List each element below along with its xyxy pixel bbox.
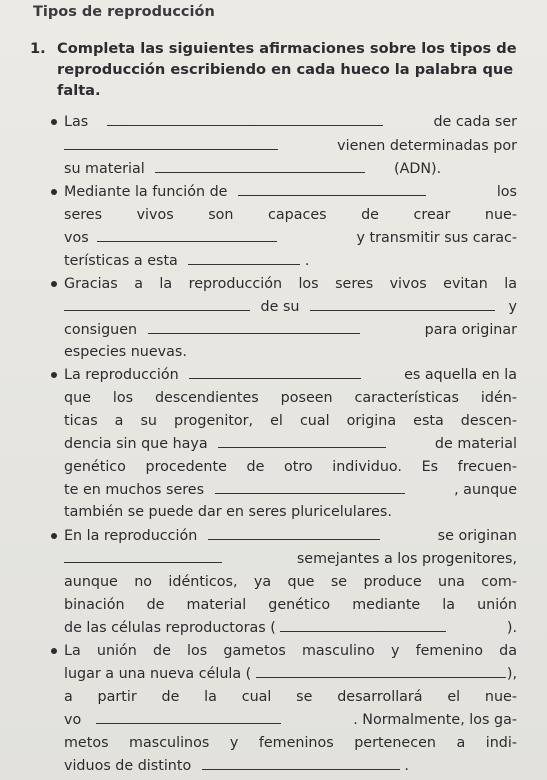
answer-blank[interactable] <box>148 320 360 334</box>
sentence-line: vo . Normalmente, los ga- <box>64 712 517 728</box>
sentence-line: consiguen para originar <box>64 322 517 338</box>
answer-blank[interactable] <box>280 618 446 632</box>
sentence-line: Las de cada ser <box>64 114 517 130</box>
answer-blank[interactable] <box>97 228 277 242</box>
bullet <box>51 281 57 287</box>
sentence-line: La reproducción es aquella en la <box>64 367 517 383</box>
sentence-line: especies nuevas. <box>64 344 187 360</box>
section-title: Tipos de reproducción <box>33 4 215 20</box>
sentence-line: semejantes a los progenitores, <box>64 549 517 570</box>
sentence-line: aunque no idénticos, ya que se produce una com- <box>64 574 517 590</box>
answer-blank[interactable] <box>218 434 386 448</box>
exercise-text: Completa las siguientes afirmaciones sobre los tipos de reproducción escribiendo en cada hueco la palabra que falta. <box>57 40 517 99</box>
answer-blank[interactable] <box>238 182 426 196</box>
sentence-line: que los descendientes poseen características idén- <box>64 390 517 406</box>
sentence-line: su material (ADN). <box>64 161 442 177</box>
sentence-line: seres vivos son capaces de crear nue- <box>64 207 517 223</box>
sentence-line: Gracias a la reproducción los seres vivos evitan la <box>64 276 517 292</box>
sentence-line: metos masculinos y femeninos pertenecen a indi- <box>64 735 517 751</box>
answer-blank[interactable] <box>155 159 365 173</box>
sentence-line: genético procedente de otro individuo. Es frecuen- <box>64 459 517 475</box>
answer-blank[interactable] <box>202 756 400 770</box>
sentence-line: dencia sin que haya de material <box>64 436 517 452</box>
answer-blank[interactable] <box>256 664 506 678</box>
bullet <box>51 648 57 654</box>
sentence-line: La unión de los gametos masculino y femenino da <box>64 643 517 659</box>
answer-blank[interactable] <box>64 297 250 311</box>
sentence-line: a partir de la cual se desarrollará el nue- <box>64 689 517 705</box>
sentence-line: binación de material genético mediante la unión <box>64 597 517 613</box>
bullet <box>51 119 57 125</box>
answer-blank[interactable] <box>189 365 361 379</box>
answer-blank[interactable] <box>215 480 405 494</box>
sentence-line: terísticas a esta . <box>64 253 310 269</box>
sentence-line: viduos de distinto . <box>64 758 409 774</box>
sentence-line: En la reproducción se originan <box>64 528 517 544</box>
sentence-line: vienen determinadas por <box>64 136 517 157</box>
sentence-line: Mediante la función de los <box>64 184 517 200</box>
sentence-line: lugar a una nueva célula ( ), <box>64 666 517 682</box>
exercise-number: 1. <box>30 40 46 57</box>
sentence-line: de las células reproductoras ( ). <box>64 620 517 636</box>
sentence-line: vos y transmitir sus carac- <box>64 230 517 246</box>
bullet <box>51 372 57 378</box>
answer-blank[interactable] <box>208 526 380 540</box>
sentence-line: te en muchos seres , aunque <box>64 482 517 498</box>
answer-blank[interactable] <box>96 710 281 724</box>
bullet <box>51 533 57 539</box>
sentence-line: de su y <box>64 297 517 318</box>
sentence-line: ticas a su progenitor, el cual origina esta descen- <box>64 413 517 429</box>
answer-blank[interactable] <box>107 112 383 126</box>
answer-blank[interactable] <box>188 251 300 265</box>
bullet <box>51 189 57 195</box>
answer-blank[interactable] <box>64 136 278 150</box>
answer-blank[interactable] <box>310 297 495 311</box>
answer-blank[interactable] <box>64 549 222 563</box>
sentence-line: también se puede dar en seres pluricelulares. <box>64 504 392 520</box>
